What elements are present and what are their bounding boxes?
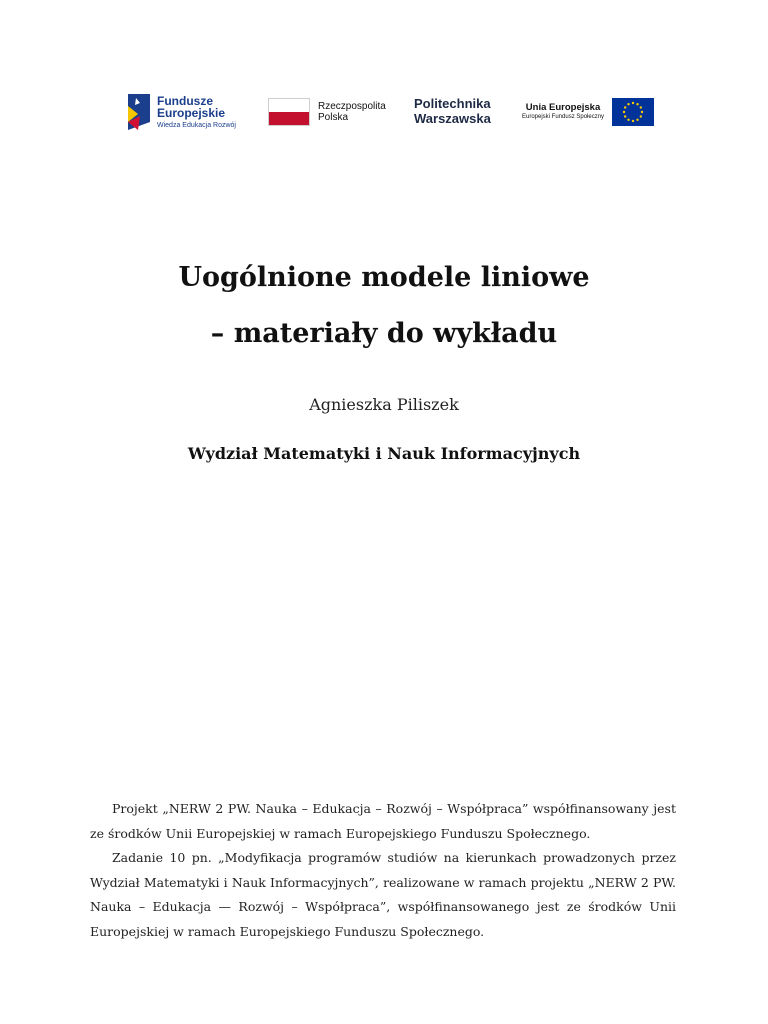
pw-line1: Politechnika <box>414 96 491 111</box>
author-name: Agnieszka Piliszek <box>309 395 459 414</box>
fe-title-line1: Fundusze <box>157 93 213 108</box>
fundusze-europejskie-logo <box>126 92 236 132</box>
document-title-line1: Uogólnione modele liniowe <box>178 262 590 293</box>
faculty-name: Wydział Matematyki i Nauk Informacyjnych <box>187 444 581 463</box>
eu-flag-icon <box>612 98 654 126</box>
polish-flag-icon <box>268 98 310 126</box>
pw-line2: Warszawska <box>414 110 491 126</box>
document-title-line2: – materiały do wykładu <box>210 318 558 349</box>
funding-paragraph-2: Zadanie 10 pn. „Modyfikacja programów studiów na kierunkach prowadzonych przez Wydział Matematyki i Nauk Informacyjnych”, realizowane w ramach projektu „NERW 2 PW. Nauka – Edukacja — Rozwój – Współpraca”, współfinansowanego jest ze środków Unii Europejskiej w ramach Europejskiego Funduszu Społecznego. <box>90 850 676 939</box>
politechnika-warszawska-logo <box>414 97 491 127</box>
fe-subtitle: Wiedza Edukacja Rozwój <box>157 121 236 129</box>
logo-bar <box>0 88 768 138</box>
ue-title: Unia Europejska <box>525 102 601 114</box>
ue-subtitle: Europejski Fundusz Społeczny <box>522 113 605 120</box>
unia-europejska-logo <box>522 98 654 126</box>
funding-notice <box>90 797 676 944</box>
fe-title-line2: Europejskie <box>157 106 226 121</box>
rp-line1: Rzeczpospolita <box>318 101 386 112</box>
fundusze-europejskie-logo-icon <box>126 92 152 132</box>
rp-line2: Polska <box>318 112 349 123</box>
rzeczpospolita-polska-logo <box>268 98 386 126</box>
funding-paragraph-1: Projekt „NERW 2 PW. Nauka – Edukacja – Rozwój – Współpraca” współfinansowany jest ze środków Unii Europejskiej w ramach Europejskiego Funduszu Społecznego. <box>90 801 676 841</box>
